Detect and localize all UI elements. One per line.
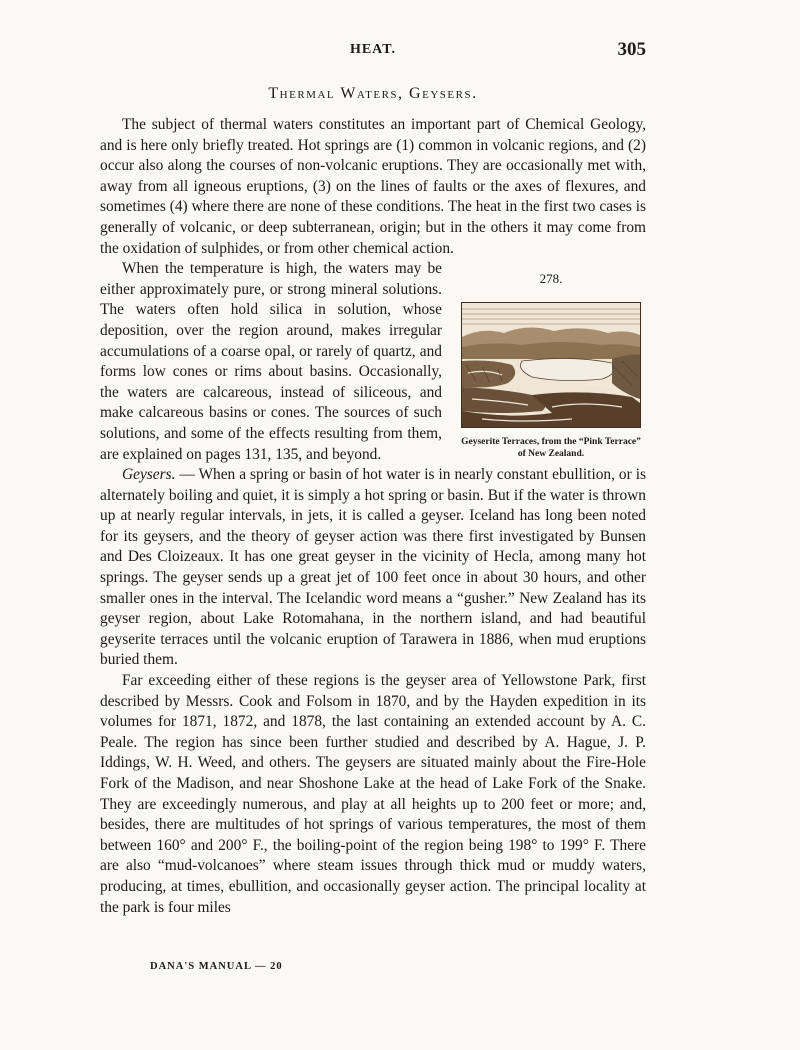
geysers-text: — When a spring or basin of hot water is in nearly constant ebullition, or is alternately boiling and quiet, it is simply a hot spring or basin. But if the water is thrown up at nearly regular intervals, in jets, it is called a geyser. Iceland has long been noted for its geysers, and the theory of geyser action was there first investigated by Bunsen and Des Cloizeaux. It has one great geyser in the vicinity of Hecla, among many hot springs. The geyser sends up a great jet of 100 feet once in about 30 hours, and other smaller ones in the interval. The Icelandic word means a “gusher.” New Zealand has its geyser region, about Lake Rotomahana, in the northern island, and had beautiful geyserite terraces until the volcanic eruption of Tarawera in 1886, when mud eruptions buried them. xyxy=(100,466,646,669)
running-head xyxy=(100,39,646,62)
figure-number: 278. xyxy=(539,271,563,287)
body-text xyxy=(100,115,646,918)
paragraph-thermal-waters: The subject of thermal waters constitutes an important part of Chemical Geology, and is here only briefly treated. Hot springs are (1) common in volcanic regions, and (2) occur also along the courses of non-volcanic eruptions. They are occasionally met with, away from all igneous eruptions, (3) on the lines of faults or the axes of flexures, and sometimes (4) where there are none of these conditions. The heat in the first two cases is generally of volcanic, or deep subterranean, origin; but in the others it may come from the oxidation of sulphides, or from other chemical action. xyxy=(100,116,646,257)
paragraph-yellowstone: Far exceeding either of these regions is the geyser area of Yellowstone Park, first described by Messrs. Cook and Folsom in 1870, and by the Hayden expedition in its volumes for 1871, 1872, and 1878, the last containing an extended account by A. C. Peale. The region has since been further studied and described by A. Hague, J. P. Iddings, W. H. Weed, and others. The geysers are situated mainly about the Fire-Hole Fork of the Madison, and near Shoshone Lake at the head of Lake Fork of the Snake. They are exceedingly numerous, and play at all heights up to 200 feet or more; and, besides, there are multitudes of hot springs of various temperatures, the most of them between 160° and 200° F., the boiling-point of the region being 198° to 199° F. There are also “mud-volcanoes” where steam issues through thick mud or muddy waters, producing, at times, ebullition, and occasionally geyser action. The principal locality at the park is four miles xyxy=(100,672,646,916)
paragraph-temperature: When the temperature is high, the waters may be either approximately pure, or strong mineral solutions. The waters often hold silica in solution, whose deposition, over the region around, makes irregular accumulations of a coarse opal, or rarely of quartz, and forms low cones or rims about basins. Occasionally, the waters are calcareous, instead of siliceous, and make calcareous basins or cones. The sources of such solutions, and some of the effects resulting from them, are explained on pages 131, 135, and beyond. xyxy=(100,260,442,463)
paragraph-geysers xyxy=(100,465,646,671)
section-title: Thermal Waters, Geysers. xyxy=(268,85,478,102)
printer-signature: DANA'S MANUAL — 20 xyxy=(150,961,283,972)
page-number: 305 xyxy=(617,39,646,60)
running-head-title: HEAT. xyxy=(349,42,397,57)
figure-caption: Geyserite Terraces, from the “Pink Terrace” of New Zealand. xyxy=(461,436,641,459)
figure-278 xyxy=(456,269,646,460)
geyserite-terraces-engraving xyxy=(461,302,641,428)
geysers-label: Geysers. xyxy=(122,466,176,484)
